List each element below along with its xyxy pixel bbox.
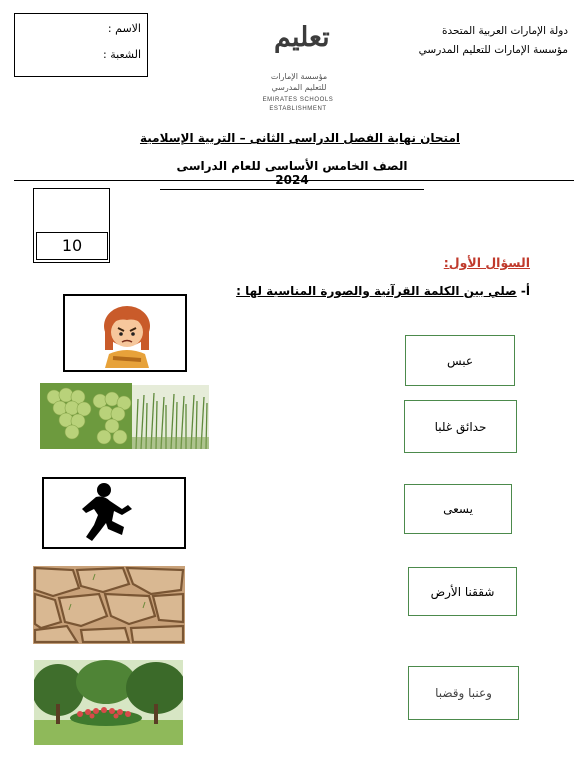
garden-image[interactable]: [34, 660, 183, 745]
word-box-4[interactable]: شققنا الأرض: [408, 567, 517, 616]
grapes-image[interactable]: [40, 383, 132, 449]
score-value: 10: [36, 232, 108, 260]
running-person-icon: [44, 479, 183, 546]
word-box-3[interactable]: يسعى: [404, 484, 512, 534]
question-text: صلي بين الكلمة القرآنية والصورة المناسبة لها :: [236, 284, 517, 298]
cracked-earth-icon: [33, 566, 185, 644]
country-label: دولة الإمارات العربية المتحدة: [441, 25, 568, 37]
logo-en1: EMIRATES SCHOOLS: [262, 97, 334, 103]
logo-sub-ar1: مؤسسة الإمارات: [270, 72, 328, 81]
word-box-1[interactable]: عبس: [405, 335, 515, 386]
question-instruction: [236, 284, 530, 298]
header-divider: [14, 180, 574, 181]
question-heading: السؤال الأول:: [443, 255, 530, 270]
grass-image[interactable]: [132, 385, 209, 449]
grade-title: الصف الخامس الأساسى للعام الدراسى 2024: [160, 159, 424, 190]
student-info-box: [14, 13, 148, 77]
grapes-icon: [40, 383, 132, 449]
logo-sub-ar2: للتعليم المدرسي: [271, 83, 327, 92]
name-label: الاسم :: [107, 22, 141, 35]
question-prefix: أ-: [520, 284, 530, 298]
word-box-5[interactable]: وعنبا وقضبا: [408, 666, 519, 720]
frowning-girl-image[interactable]: [63, 294, 187, 372]
ministry-logo: [262, 22, 332, 122]
institution-label: مؤسسة الإمارات للتعليم المدرسي: [418, 44, 568, 56]
logo-mark: تعليم: [274, 22, 330, 53]
running-figure-image[interactable]: [42, 477, 186, 549]
grass-icon: [132, 385, 209, 449]
score-box: [33, 188, 110, 263]
exam-title: امتحان نهاية الفصل الدراسى الثانى – التربية الإسلامية: [139, 131, 460, 145]
garden-trees-icon: [34, 660, 183, 745]
cracked-earth-image[interactable]: [33, 566, 185, 644]
frowning-girl-icon: [65, 296, 184, 369]
logo-en2: ESTABLISHMENT: [269, 106, 327, 112]
word-box-2[interactable]: حدائق غلبا: [404, 400, 517, 453]
section-label: الشعبة :: [103, 48, 141, 61]
